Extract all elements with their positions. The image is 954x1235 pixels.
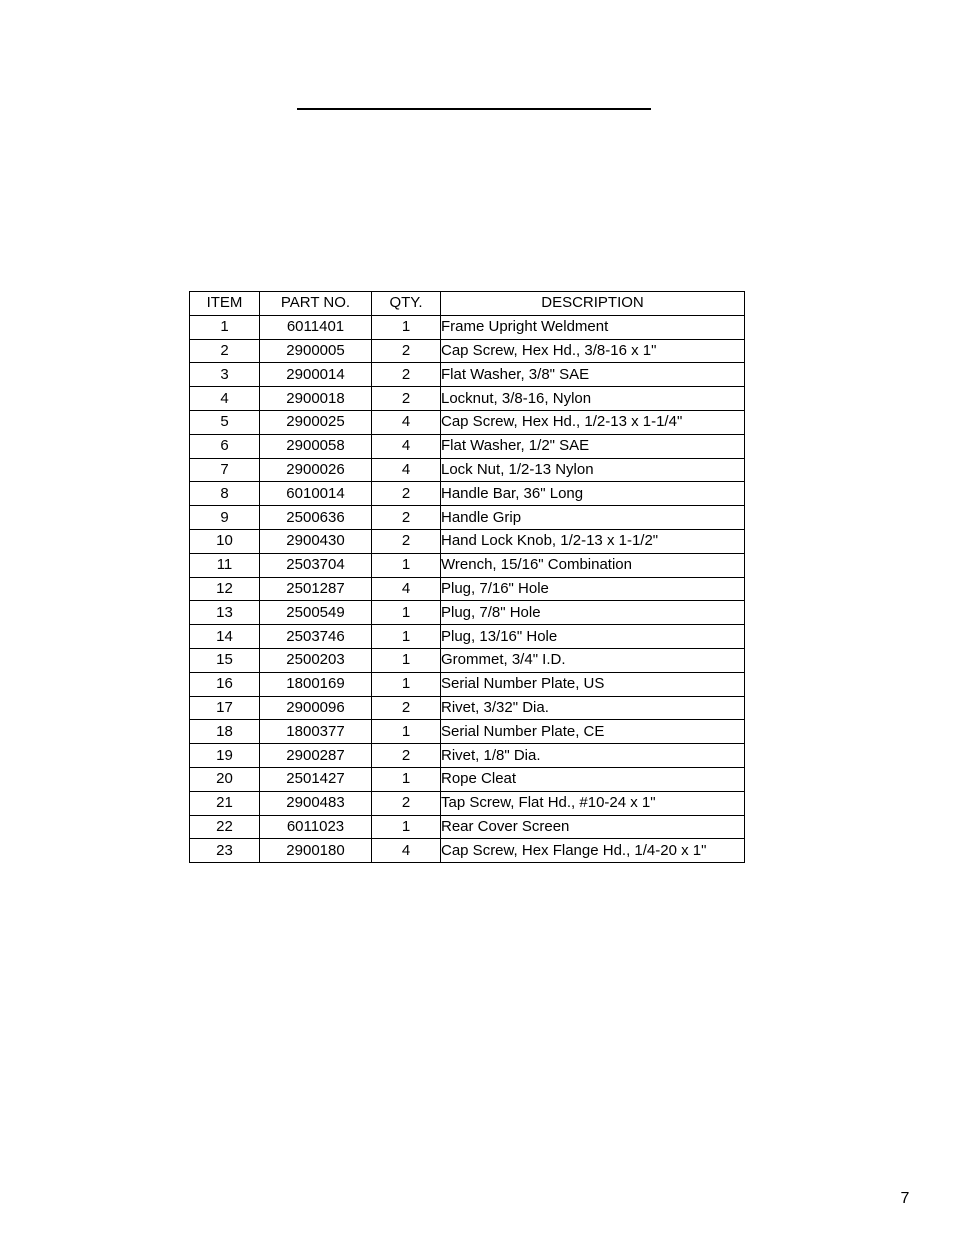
cell-item: 11: [190, 553, 260, 577]
cell-qty: 2: [372, 529, 441, 553]
cell-description: Frame Upright Weldment: [441, 315, 745, 339]
table-row: [190, 458, 745, 482]
cell-qty: 2: [372, 363, 441, 387]
cell-qty: 1: [372, 767, 441, 791]
cell-item: 4: [190, 387, 260, 411]
cell-item: 20: [190, 767, 260, 791]
cell-description: Plug, 13/16" Hole: [441, 625, 745, 649]
table-row: [190, 506, 745, 530]
cell-qty: 1: [372, 315, 441, 339]
cell-description: Rivet, 1/8" Dia.: [441, 744, 745, 768]
cell-part-no: 2501287: [260, 577, 372, 601]
cell-item: 3: [190, 363, 260, 387]
cell-description: Tap Screw, Flat Hd., #10-24 x 1": [441, 791, 745, 815]
header-item: ITEM: [190, 292, 260, 316]
cell-description: Rear Cover Screen: [441, 815, 745, 839]
table-row: [190, 696, 745, 720]
cell-description: Locknut, 3/8-16, Nylon: [441, 387, 745, 411]
header-qty: QTY.: [372, 292, 441, 316]
table-row: [190, 339, 745, 363]
header-part-no: PART NO.: [260, 292, 372, 316]
cell-part-no: 2500636: [260, 506, 372, 530]
cell-item: 21: [190, 791, 260, 815]
cell-qty: 2: [372, 744, 441, 768]
cell-part-no: 1800169: [260, 672, 372, 696]
cell-part-no: 2900058: [260, 434, 372, 458]
parts-table: [189, 291, 745, 863]
cell-description: Serial Number Plate, US: [441, 672, 745, 696]
cell-description: Cap Screw, Hex Flange Hd., 1/4-20 x 1": [441, 839, 745, 863]
cell-part-no: 2501427: [260, 767, 372, 791]
cell-description: Serial Number Plate, CE: [441, 720, 745, 744]
table-row: [190, 410, 745, 434]
cell-item: 22: [190, 815, 260, 839]
cell-qty: 1: [372, 720, 441, 744]
cell-description: Plug, 7/8" Hole: [441, 601, 745, 625]
table-row: [190, 672, 745, 696]
table-row: [190, 482, 745, 506]
table-row: [190, 839, 745, 863]
cell-qty: 4: [372, 839, 441, 863]
cell-qty: 4: [372, 410, 441, 434]
cell-description: Rope Cleat: [441, 767, 745, 791]
cell-part-no: 2900014: [260, 363, 372, 387]
cell-part-no: 2900096: [260, 696, 372, 720]
cell-item: 17: [190, 696, 260, 720]
table-row: [190, 387, 745, 411]
cell-description: Lock Nut, 1/2-13 Nylon: [441, 458, 745, 482]
cell-part-no: 2900025: [260, 410, 372, 434]
cell-description: Rivet, 3/32" Dia.: [441, 696, 745, 720]
cell-part-no: 2503704: [260, 553, 372, 577]
cell-qty: 2: [372, 339, 441, 363]
cell-qty: 1: [372, 553, 441, 577]
cell-description: Flat Washer, 3/8" SAE: [441, 363, 745, 387]
table-row: [190, 363, 745, 387]
cell-item: 12: [190, 577, 260, 601]
cell-qty: 2: [372, 506, 441, 530]
cell-part-no: 6010014: [260, 482, 372, 506]
cell-part-no: 2500549: [260, 601, 372, 625]
cell-part-no: 2500203: [260, 648, 372, 672]
cell-qty: 1: [372, 625, 441, 649]
cell-part-no: 2900430: [260, 529, 372, 553]
cell-item: 5: [190, 410, 260, 434]
table-row: [190, 577, 745, 601]
table-row: [190, 529, 745, 553]
cell-description: Wrench, 15/16" Combination: [441, 553, 745, 577]
table-row: [190, 767, 745, 791]
cell-item: 6: [190, 434, 260, 458]
cell-qty: 4: [372, 458, 441, 482]
cell-description: Flat Washer, 1/2" SAE: [441, 434, 745, 458]
cell-qty: 2: [372, 791, 441, 815]
cell-description: Plug, 7/16" Hole: [441, 577, 745, 601]
cell-qty: 1: [372, 815, 441, 839]
cell-item: 9: [190, 506, 260, 530]
table-row: [190, 744, 745, 768]
table-row: [190, 791, 745, 815]
cell-item: 10: [190, 529, 260, 553]
cell-qty: 4: [372, 434, 441, 458]
cell-item: 23: [190, 839, 260, 863]
cell-part-no: 2900180: [260, 839, 372, 863]
title-underline: [297, 108, 651, 110]
cell-item: 19: [190, 744, 260, 768]
cell-part-no: 1800377: [260, 720, 372, 744]
cell-qty: 2: [372, 696, 441, 720]
cell-item: 16: [190, 672, 260, 696]
cell-part-no: 2503746: [260, 625, 372, 649]
table-row: [190, 434, 745, 458]
parts-table-body: [190, 315, 745, 862]
cell-item: 18: [190, 720, 260, 744]
cell-qty: 1: [372, 648, 441, 672]
cell-qty: 2: [372, 482, 441, 506]
cell-item: 13: [190, 601, 260, 625]
cell-item: 7: [190, 458, 260, 482]
table-row: [190, 601, 745, 625]
cell-part-no: 2900005: [260, 339, 372, 363]
cell-item: 14: [190, 625, 260, 649]
cell-part-no: 2900483: [260, 791, 372, 815]
cell-description: Cap Screw, Hex Hd., 1/2-13 x 1-1/4": [441, 410, 745, 434]
cell-item: 1: [190, 315, 260, 339]
cell-item: 2: [190, 339, 260, 363]
table-row: [190, 648, 745, 672]
cell-description: Cap Screw, Hex Hd., 3/8-16 x 1": [441, 339, 745, 363]
cell-description: Hand Lock Knob, 1/2-13 x 1-1/2": [441, 529, 745, 553]
cell-qty: 1: [372, 601, 441, 625]
cell-part-no: 6011401: [260, 315, 372, 339]
cell-item: 15: [190, 648, 260, 672]
table-row: [190, 815, 745, 839]
cell-part-no: 2900026: [260, 458, 372, 482]
cell-part-no: 2900287: [260, 744, 372, 768]
table-row: [190, 625, 745, 649]
cell-item: 8: [190, 482, 260, 506]
header-description: DESCRIPTION: [441, 292, 745, 316]
cell-part-no: 6011023: [260, 815, 372, 839]
table-row: [190, 720, 745, 744]
cell-qty: 1: [372, 672, 441, 696]
table-header-row: [190, 292, 745, 316]
cell-description: Grommet, 3/4" I.D.: [441, 648, 745, 672]
table-row: [190, 315, 745, 339]
cell-qty: 4: [372, 577, 441, 601]
cell-qty: 2: [372, 387, 441, 411]
cell-part-no: 2900018: [260, 387, 372, 411]
page-number: 7: [900, 1190, 910, 1207]
cell-description: Handle Bar, 36" Long: [441, 482, 745, 506]
table-row: [190, 553, 745, 577]
cell-description: Handle Grip: [441, 506, 745, 530]
